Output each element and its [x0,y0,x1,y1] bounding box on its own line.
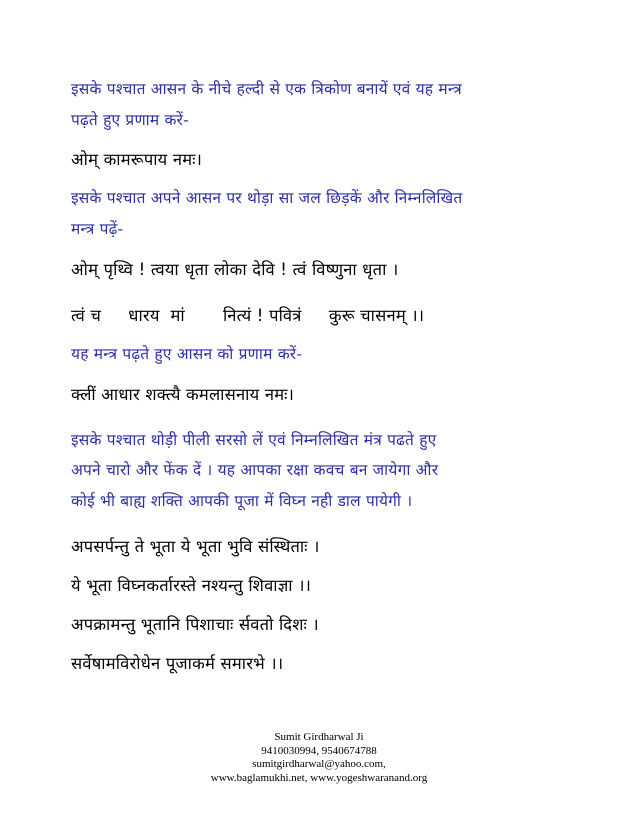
instruction-line-7: अपने चारो और फेंक दें । यह आपका रक्षा कवच बन जायेगा और [71,461,439,479]
instruction-line-1: इसके पश्चात आसन के नीचे हल्दी से एक त्रिकोण बनायें एवं यह मन्त्र [71,80,462,98]
footer-name: Sumit Girdharwal Ji [274,731,364,743]
footer-email: sumitgirdharwal@yahoo.com, [252,758,386,770]
contact-footer [0,731,638,785]
mantra-line-4: क्लीं आधार शक्त्यै कमलासनाय नमः। [71,385,295,404]
mantra-line-3: त्वं च धारय मां नित्यं ! पवित्रं कुरू चासनम् ।। [71,306,425,325]
mantra-line-2: ओम् पृथ्वि ! त्वया धृता लोका देवि ! त्वं विष्णुना धृता । [71,260,399,279]
footer-websites: www.baglamukhi.net, www.yogeshwaranand.org [210,771,428,784]
mantra-line-8: सर्वेषामविरोधेन पूजाकर्म समारभे ।। [71,654,284,673]
instruction-line-5: यह मन्त्र पढ़ते हुए आसन को प्रणाम करें- [71,345,303,363]
mantra-line-7: अपक्रामन्तु भूतानि पिशाचाः र्सवतो दिशः । [71,615,319,634]
instruction-line-6: इसके पश्चात थोड़ी पीली सरसो लें एवं निम्नलिखित मंत्र पढते हुए [71,431,437,449]
instruction-line-8: कोई भी बाह्य शक्ति आपकी पूजा में विघ्न नही डाल पायेगी । [71,492,413,510]
mantra-line-1: ओम् कामरूपाय नमः। [71,150,203,169]
footer-phones: 9410030994, 9540674788 [261,744,377,757]
instruction-line-4: मन्त्र पढ़ें- [71,220,124,238]
mantra-line-5: अपसर्पन्तु ते भूता ये भूता भुवि संस्थिताः । [71,537,320,556]
instruction-line-2: पढ़ते हुए प्रणाम करें- [71,111,189,129]
instruction-line-3: इसके पश्चात अपने आसन पर थोड़ा सा जल छिड़कें और निम्नलिखित [71,189,463,207]
mantra-line-6: ये भूता विघ्नकर्तारस्ते नश्यन्तु शिवाज्ञा ।। [71,576,312,595]
